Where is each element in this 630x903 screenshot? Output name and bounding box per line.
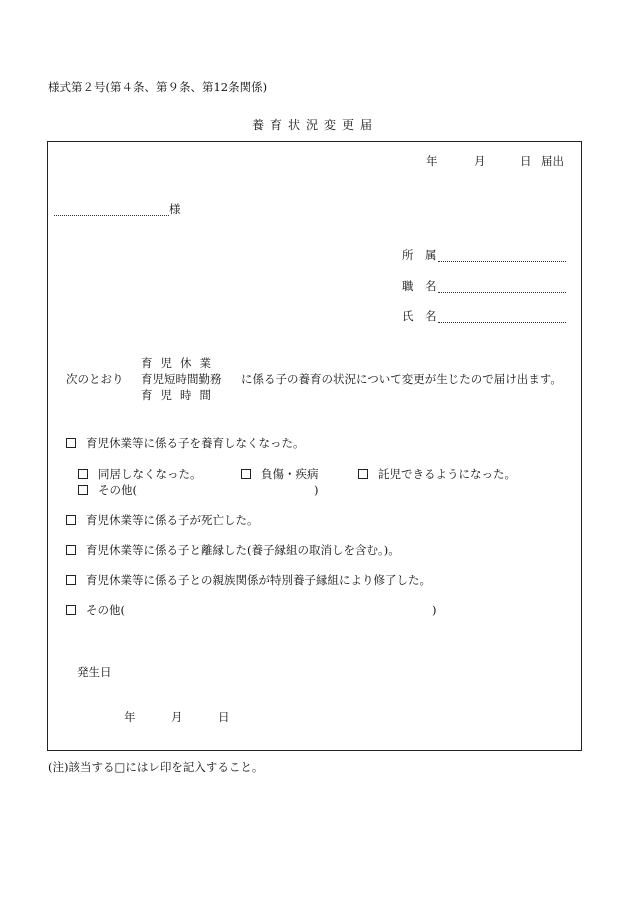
checkbox[interactable] bbox=[78, 485, 88, 495]
subitem-injury-illness[interactable] bbox=[241, 469, 319, 481]
date-day: 日 bbox=[520, 154, 532, 168]
checkbox[interactable] bbox=[66, 515, 76, 525]
occurrence-year: 年 bbox=[124, 710, 136, 724]
item-child-deceased[interactable] bbox=[66, 515, 259, 527]
date-month: 月 bbox=[474, 154, 486, 168]
item-label: 育児休業等に係る子と離縁した(養子縁組の取消しを含む。)。 bbox=[86, 543, 400, 557]
item-label: 育児休業等に係る子との親族関係が特別養子縁組により修了した。 bbox=[86, 573, 431, 587]
statement-lead: 次のとおり bbox=[66, 372, 124, 386]
occurrence-day: 日 bbox=[218, 710, 230, 724]
item-other-close-paren: ) bbox=[432, 603, 437, 617]
position-field[interactable] bbox=[402, 281, 566, 293]
subitem-label: 負傷・疾病 bbox=[261, 467, 319, 481]
addressee-field[interactable] bbox=[54, 204, 181, 216]
checkbox[interactable] bbox=[66, 605, 76, 615]
position-label: 職 名 bbox=[402, 279, 437, 293]
subitem-not-living-together[interactable] bbox=[78, 469, 202, 481]
item-other[interactable] bbox=[66, 605, 125, 617]
checkbox[interactable] bbox=[66, 575, 76, 585]
affiliation-label: 所 属 bbox=[402, 248, 437, 262]
date-submitted-label: 届出 bbox=[541, 154, 564, 168]
item-label: 育児休業等に係る子を養育しなくなった。 bbox=[86, 436, 305, 450]
occurrence-date-label: 発生日 bbox=[77, 665, 112, 679]
addressee-suffix: 様 bbox=[169, 202, 181, 216]
item-no-longer-raising[interactable] bbox=[66, 438, 305, 450]
statement-option-childcare-leave: 育児休業 bbox=[141, 356, 219, 370]
checkbox[interactable] bbox=[66, 545, 76, 555]
affiliation-field[interactable] bbox=[402, 250, 566, 262]
subitem-other-close-paren: ) bbox=[314, 483, 319, 497]
subitem-other-label: その他( bbox=[98, 483, 137, 497]
occurrence-month: 月 bbox=[171, 710, 183, 724]
subitem-other[interactable] bbox=[78, 485, 137, 497]
document-title: 養育状況変更届 bbox=[251, 118, 378, 132]
name-label: 氏 名 bbox=[402, 309, 437, 323]
item-other-label: その他( bbox=[86, 603, 125, 617]
footnote: (注)該当する□にはレ印を記入すること。 bbox=[48, 760, 264, 774]
subitem-label: 託児できるようになった。 bbox=[378, 467, 516, 481]
name-blank[interactable] bbox=[438, 322, 566, 323]
position-blank[interactable] bbox=[438, 292, 566, 293]
checkbox[interactable] bbox=[78, 469, 88, 479]
checkbox[interactable] bbox=[241, 469, 251, 479]
statement-body: に係る子の養育の状況について変更が生じたので届け出ます。 bbox=[241, 372, 562, 386]
checkbox[interactable] bbox=[358, 469, 368, 479]
statement-option-childcare-time: 育児時間 bbox=[141, 388, 219, 402]
checkbox[interactable] bbox=[66, 438, 76, 448]
date-year: 年 bbox=[426, 154, 438, 168]
affiliation-blank[interactable] bbox=[438, 261, 566, 262]
subitem-childcare-available[interactable] bbox=[358, 469, 516, 481]
subitem-label: 同居しなくなった。 bbox=[98, 467, 202, 481]
item-special-adoption-ended[interactable] bbox=[66, 575, 431, 587]
name-field[interactable] bbox=[402, 311, 566, 323]
item-adoption-dissolved[interactable] bbox=[66, 545, 400, 557]
statement-option-short-hours: 育児短時間勤務 bbox=[141, 372, 222, 386]
addressee-blank[interactable] bbox=[54, 215, 169, 216]
item-label: 育児休業等に係る子が死亡した。 bbox=[86, 513, 259, 527]
form-number: 様式第２号(第４条、第９条、第12条関係) bbox=[48, 80, 268, 94]
